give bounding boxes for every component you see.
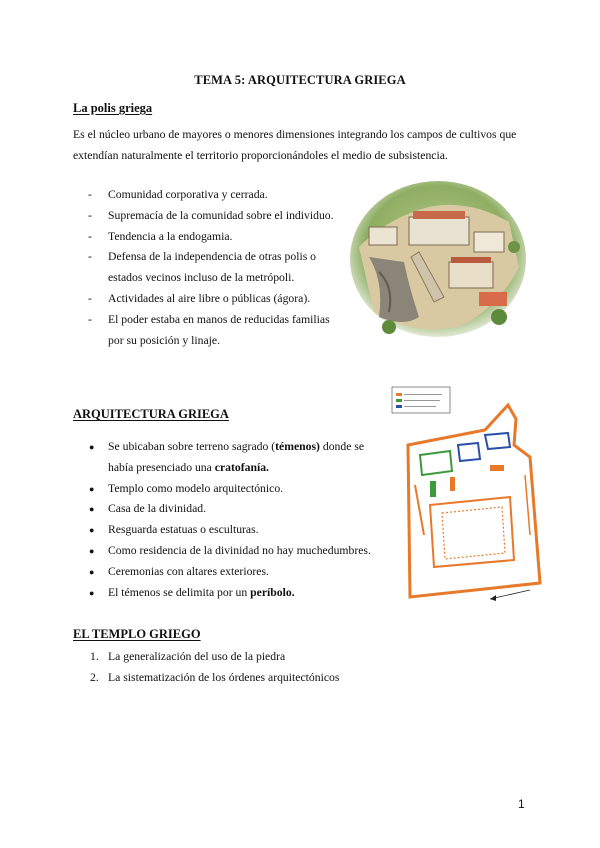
list-item: ● Ceremonias con altares exteriores. [89,564,269,578]
arquitectura-list [88,437,388,603]
list-item: - Tendencia a la endogamia. [88,229,233,243]
list-item: ● Se ubicaban sobre terreno sagrado (témenos) donde se había presenciado una cratofanía. [89,440,365,474]
list-item: - Comunidad corporativa y cerrada. [88,188,268,201]
list-item: - Defensa de la independencia de otras polis o estados vecinos incluso de la metrópoli. [88,250,317,285]
list-item: - El poder estaba en manos de reducidas familias por su posición y linaje. [88,312,330,347]
list-item: ● Templo como modelo arquitectónico. [89,481,284,495]
polis-paragraph: Es el núcleo urbano de mayores o menores dimensiones integrando los campos de cultivos que extendían naturalmente el territorio proporcionándoles el medio de subsistencia. [73,128,517,162]
section-heading-arquitectura: ARQUITECTURA GRIEGA [73,407,229,421]
list-item: ● Resguarda estatuas o esculturas. [89,523,259,537]
document-title: TEMA 5: ARQUITECTURA GRIEGA [194,73,406,87]
list-item: ● Como residencia de la divinidad no hay muchedumbres. [89,543,371,557]
polis-characteristics-list [88,185,346,351]
page-number: 1 [518,797,525,811]
list-item: 2. La sistematización de los órdenes arquitectónicos [90,670,340,684]
acropolis-illustration [349,177,527,339]
list-item: - Actividades al aire libre o públicas (ágora). [88,291,311,305]
templo-numbered-list [90,647,510,689]
list-item: 1. La generalización del uso de la piedra [90,650,286,663]
sanctuary-plan-diagram [390,385,546,607]
list-item: ● El témenos se delimita por un períbolo. [89,585,295,599]
section-heading-polis: La polis griega [73,101,153,115]
list-item: ● Casa de la divinidad. [89,502,207,516]
list-item: - Supremacía de la comunidad sobre el individuo. [88,208,334,222]
section-heading-templo: EL TEMPLO GRIEGO [73,627,201,641]
